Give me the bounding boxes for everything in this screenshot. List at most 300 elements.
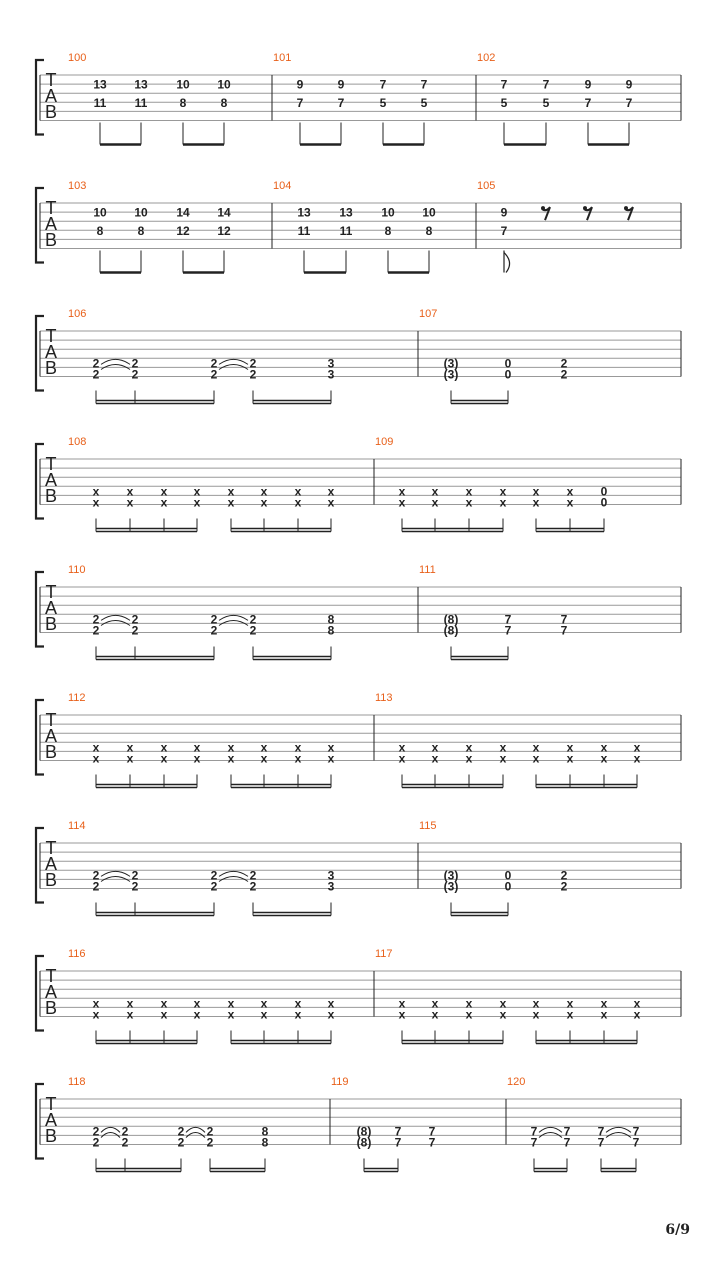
fret-number: 2 <box>210 868 218 883</box>
fret-number: 7 <box>584 95 592 110</box>
measure <box>419 820 568 916</box>
fret-number: 2 <box>131 868 139 883</box>
fret-number: x <box>431 1007 439 1022</box>
fret-number: 7 <box>560 612 568 627</box>
fret-number: 2 <box>131 612 139 627</box>
fret-number: 7 <box>428 1124 436 1139</box>
fret-number: 8 <box>327 623 335 638</box>
fret-number: x <box>398 1007 406 1022</box>
fret-number: x <box>398 751 406 766</box>
fret-number: 8 <box>220 95 228 110</box>
fret-number: x <box>499 751 507 766</box>
fret-number: x <box>294 484 302 499</box>
tab-clef-letter: T <box>45 710 57 730</box>
tab-clef-letter: B <box>44 870 58 890</box>
fret-number: 10 <box>422 205 436 220</box>
measure-number: 117 <box>375 948 393 960</box>
fret-number: 10 <box>93 205 107 220</box>
fret-number: x <box>92 751 100 766</box>
fret-number: x <box>92 484 100 499</box>
tab-clef-letter: A <box>44 470 58 490</box>
fret-number: 9 <box>500 205 508 220</box>
fret-number: x <box>126 1007 134 1022</box>
tab-clef-letter: B <box>44 486 58 506</box>
fret-number: 0 <box>504 868 512 883</box>
fret-number: 9 <box>584 77 592 92</box>
fret-number: 10 <box>134 205 148 220</box>
rest-dot <box>541 206 545 210</box>
rest-dot <box>583 206 587 210</box>
fret-number: x <box>160 484 168 499</box>
fret-number: 11 <box>297 223 311 238</box>
tab-clef-letter: B <box>44 230 58 250</box>
fret-number: x <box>126 484 134 499</box>
fret-number: x <box>499 484 507 499</box>
tab-clef-letter: T <box>45 582 57 602</box>
fret-number: 7 <box>394 1124 402 1139</box>
tab-system <box>36 180 681 273</box>
fret-number: x <box>126 751 134 766</box>
fret-number: x <box>294 495 302 510</box>
fret-number: 7 <box>632 1124 640 1139</box>
fret-number: 14 <box>217 205 231 220</box>
fret-number: 7 <box>500 223 508 238</box>
tab-clef-letter: B <box>44 742 58 762</box>
measure-number: 107 <box>419 308 438 320</box>
fret-number: 7 <box>337 95 345 110</box>
fret-number: x <box>532 751 540 766</box>
fret-number: x <box>260 996 268 1011</box>
fret-number: 2 <box>131 367 139 382</box>
fret-number: 0 <box>504 367 512 382</box>
tab-clef-letter: T <box>45 326 57 346</box>
fret-number: 13 <box>134 77 148 92</box>
fret-number: 2 <box>92 1135 100 1150</box>
measure-number: 119 <box>331 1076 349 1088</box>
fret-number: x <box>600 740 608 755</box>
fret-number: x <box>566 996 574 1011</box>
fret-number: 7 <box>597 1135 605 1150</box>
fret-number: 5 <box>542 95 550 110</box>
fret-number: x <box>193 495 201 510</box>
fret-number: 8 <box>261 1135 269 1150</box>
measure-number: 104 <box>273 180 292 192</box>
note-flag <box>504 253 510 273</box>
fret-number: 7 <box>379 77 387 92</box>
fret-number: (8) <box>356 1124 372 1139</box>
fret-number: x <box>227 751 235 766</box>
fret-number: x <box>398 495 406 510</box>
fret-number: (3) <box>443 356 459 371</box>
fret-number: 8 <box>96 223 104 238</box>
fret-number: 12 <box>217 223 231 238</box>
fret-number: 2 <box>92 356 100 371</box>
fret-number: x <box>566 495 574 510</box>
fret-number: (3) <box>443 879 459 894</box>
tab-clef-letter: T <box>45 1094 57 1114</box>
measure <box>507 1076 640 1172</box>
fret-number: x <box>499 740 507 755</box>
fret-number: 7 <box>530 1135 538 1150</box>
measure <box>68 1076 269 1172</box>
measure-number: 101 <box>273 52 292 64</box>
fret-number: x <box>260 751 268 766</box>
fret-number: x <box>193 996 201 1011</box>
fret-number: 2 <box>249 623 257 638</box>
tie-arc <box>219 871 248 876</box>
fret-number: 2 <box>206 1124 214 1139</box>
measure <box>419 308 568 404</box>
tab-system <box>36 692 681 788</box>
tie-arc <box>606 1127 631 1132</box>
fret-number: 7 <box>296 95 304 110</box>
measure <box>68 692 335 788</box>
fret-number: x <box>193 484 201 499</box>
fret-number: x <box>227 740 235 755</box>
fret-number: 10 <box>217 77 231 92</box>
fret-number: x <box>227 484 235 499</box>
fret-number: 2 <box>560 868 568 883</box>
tab-clef-letter: T <box>45 198 57 218</box>
tie-arc <box>101 615 130 620</box>
fret-number: x <box>193 1007 201 1022</box>
measure-number: 109 <box>375 436 394 448</box>
fret-number: x <box>327 1007 335 1022</box>
fret-number: 3 <box>327 367 335 382</box>
tab-clef-letter: B <box>44 614 58 634</box>
fret-number: x <box>633 751 641 766</box>
fret-number: x <box>260 1007 268 1022</box>
fret-number: 2 <box>210 367 218 382</box>
fret-number: 5 <box>379 95 387 110</box>
fret-number: 11 <box>134 95 148 110</box>
fret-number: x <box>431 740 439 755</box>
tab-clef-letter: A <box>44 86 58 106</box>
measure-number: 120 <box>507 1076 526 1088</box>
fret-number: x <box>600 996 608 1011</box>
fret-number: x <box>465 484 473 499</box>
fret-number: 8 <box>261 1124 269 1139</box>
fret-number: 7 <box>504 612 512 627</box>
fret-number: x <box>260 495 268 510</box>
fret-number: 7 <box>542 77 550 92</box>
fret-number: 2 <box>560 367 568 382</box>
fret-number: (3) <box>443 868 459 883</box>
measure <box>375 436 608 532</box>
fret-number: 13 <box>339 205 353 220</box>
fret-number: 13 <box>93 77 107 92</box>
fret-number: 7 <box>632 1135 640 1150</box>
measure <box>331 1076 436 1172</box>
fret-number: 2 <box>131 623 139 638</box>
measure-number: 118 <box>68 1076 86 1088</box>
measure <box>273 180 436 273</box>
fret-number: x <box>633 1007 641 1022</box>
fret-number: x <box>465 495 473 510</box>
fret-number: 2 <box>249 612 257 627</box>
tab-clef-letter: A <box>44 342 58 362</box>
fret-number: 2 <box>92 612 100 627</box>
fret-number: 7 <box>500 77 508 92</box>
fret-number: (8) <box>356 1135 372 1150</box>
fret-number: x <box>193 740 201 755</box>
tab-clef-letter: T <box>45 70 57 90</box>
measure-number: 115 <box>419 820 437 832</box>
fret-number: 12 <box>176 223 190 238</box>
measure <box>375 948 641 1044</box>
fret-number: 5 <box>420 95 428 110</box>
measure <box>68 436 335 532</box>
fret-number: x <box>160 751 168 766</box>
fret-number: 2 <box>249 868 257 883</box>
fret-number: 8 <box>425 223 433 238</box>
fret-number: (3) <box>443 367 459 382</box>
fret-number: x <box>398 996 406 1011</box>
measure-number: 106 <box>68 308 87 320</box>
measure-number: 112 <box>68 692 86 704</box>
tab-clef-letter: A <box>44 598 58 618</box>
fret-number: 0 <box>600 495 608 510</box>
tab-system <box>36 820 681 916</box>
measure <box>273 52 428 145</box>
measure-number: 100 <box>68 52 87 64</box>
fret-number: x <box>227 495 235 510</box>
tab-clef-letter: B <box>44 102 58 122</box>
fret-number: x <box>465 740 473 755</box>
tab-clef-letter: T <box>45 838 57 858</box>
tie-arc <box>101 1127 120 1132</box>
measure-number: 113 <box>375 692 393 704</box>
fret-number: 10 <box>381 205 395 220</box>
fret-number: x <box>633 740 641 755</box>
fret-number: 2 <box>92 367 100 382</box>
measure-number: 105 <box>477 180 496 192</box>
fret-number: x <box>398 484 406 499</box>
fret-number: x <box>92 1007 100 1022</box>
fret-number: 7 <box>560 623 568 638</box>
fret-number: 7 <box>625 95 633 110</box>
fret-number: 13 <box>297 205 311 220</box>
fret-number: x <box>327 751 335 766</box>
fret-number: 8 <box>137 223 145 238</box>
tab-clef-letter: B <box>44 998 58 1018</box>
fret-number: x <box>92 740 100 755</box>
fret-number: 2 <box>249 356 257 371</box>
fret-number: 7 <box>563 1124 571 1139</box>
fret-number: x <box>327 740 335 755</box>
fret-number: 11 <box>93 95 107 110</box>
fret-number: x <box>600 751 608 766</box>
fret-number: x <box>327 495 335 510</box>
fret-number: 9 <box>296 77 304 92</box>
fret-number: x <box>398 740 406 755</box>
measure-number: 116 <box>68 948 86 960</box>
fret-number: 2 <box>210 612 218 627</box>
measure <box>68 820 335 916</box>
fret-number: 14 <box>176 205 190 220</box>
measure-number: 102 <box>477 52 496 64</box>
fret-number: x <box>160 740 168 755</box>
fret-number: x <box>465 996 473 1011</box>
fret-number: 2 <box>210 879 218 894</box>
tie-arc <box>101 871 130 876</box>
fret-number: 2 <box>131 356 139 371</box>
tab-clef-letter: A <box>44 854 58 874</box>
fret-number: x <box>465 751 473 766</box>
fret-number: 0 <box>504 356 512 371</box>
fret-number: 7 <box>597 1124 605 1139</box>
fret-number: 2 <box>92 868 100 883</box>
fret-number: x <box>566 751 574 766</box>
tab-clef-letter: A <box>44 214 58 234</box>
fret-number: x <box>327 996 335 1011</box>
fret-number: x <box>126 740 134 755</box>
tab-system <box>36 948 681 1044</box>
fret-number: x <box>600 1007 608 1022</box>
fret-number: 2 <box>206 1135 214 1150</box>
fret-number: 2 <box>92 623 100 638</box>
fret-number: 2 <box>177 1124 185 1139</box>
fret-number: x <box>566 740 574 755</box>
fret-number: 3 <box>327 868 335 883</box>
fret-number: x <box>499 1007 507 1022</box>
fret-number: 7 <box>420 77 428 92</box>
fret-number: x <box>532 740 540 755</box>
fret-number: 7 <box>530 1124 538 1139</box>
measure <box>68 308 335 404</box>
measure-number: 110 <box>68 564 86 576</box>
fret-number: x <box>294 751 302 766</box>
tie-arc <box>101 359 130 364</box>
fret-number: 9 <box>625 77 633 92</box>
fret-number: x <box>532 495 540 510</box>
fret-number: x <box>260 484 268 499</box>
fret-number: x <box>126 495 134 510</box>
measure <box>68 564 335 660</box>
measure <box>68 180 231 273</box>
tab-clef-letter: T <box>45 454 57 474</box>
tab-clef-letter: A <box>44 1110 58 1130</box>
fret-number: x <box>327 484 335 499</box>
fret-number: 7 <box>394 1135 402 1150</box>
fret-number: x <box>499 495 507 510</box>
tab-system <box>36 52 681 145</box>
fret-number: 2 <box>92 1124 100 1139</box>
fret-number: 2 <box>177 1135 185 1150</box>
measure <box>375 692 641 788</box>
tie-arc <box>539 1127 562 1132</box>
fret-number: x <box>193 751 201 766</box>
fret-number: 2 <box>121 1124 129 1139</box>
fret-number: x <box>294 1007 302 1022</box>
fret-number: 11 <box>339 223 353 238</box>
fret-number: x <box>160 1007 168 1022</box>
fret-number: x <box>431 484 439 499</box>
fret-number: x <box>260 740 268 755</box>
fret-number: x <box>227 996 235 1011</box>
rest-dot <box>624 206 628 210</box>
fret-number: x <box>431 996 439 1011</box>
measure-number: 114 <box>68 820 86 832</box>
measure <box>68 948 335 1044</box>
tab-clef-letter: B <box>44 1126 58 1146</box>
fret-number: 7 <box>428 1135 436 1150</box>
fret-number: 2 <box>92 879 100 894</box>
fret-number: x <box>633 996 641 1011</box>
tab-system <box>36 564 681 660</box>
measure <box>477 180 633 273</box>
fret-number: x <box>431 495 439 510</box>
tie-arc <box>186 1127 205 1132</box>
fret-number: 7 <box>563 1135 571 1150</box>
fret-number: 5 <box>500 95 508 110</box>
fret-number: (8) <box>443 623 459 638</box>
fret-number: x <box>160 495 168 510</box>
fret-number: x <box>227 1007 235 1022</box>
fret-number: x <box>431 751 439 766</box>
fret-number: 0 <box>504 879 512 894</box>
fret-number: x <box>566 1007 574 1022</box>
tie-arc <box>219 615 248 620</box>
measure <box>68 52 231 145</box>
fret-number: 2 <box>121 1135 129 1150</box>
fret-number: 2 <box>210 356 218 371</box>
fret-number: x <box>499 996 507 1011</box>
measure <box>477 52 633 145</box>
fret-number: x <box>126 996 134 1011</box>
tab-system <box>36 436 681 532</box>
tab-clef-letter: A <box>44 726 58 746</box>
measure <box>419 564 568 660</box>
fret-number: 3 <box>327 356 335 371</box>
fret-number: 10 <box>176 77 190 92</box>
tab-clef-letter: B <box>44 358 58 378</box>
fret-number: x <box>294 996 302 1011</box>
page-number: 6/9 <box>665 1222 690 1238</box>
fret-number: 2 <box>131 879 139 894</box>
fret-number: 2 <box>560 356 568 371</box>
fret-number: 9 <box>337 77 345 92</box>
fret-number: 2 <box>249 879 257 894</box>
fret-number: 2 <box>210 623 218 638</box>
fret-number: 0 <box>600 484 608 499</box>
fret-number: 7 <box>504 623 512 638</box>
fret-number: x <box>532 484 540 499</box>
fret-number: 8 <box>179 95 187 110</box>
fret-number: 3 <box>327 879 335 894</box>
tie-arc <box>219 359 248 364</box>
fret-number: x <box>465 1007 473 1022</box>
tab-system <box>36 308 681 404</box>
fret-number: x <box>566 484 574 499</box>
measure-number: 111 <box>419 564 436 576</box>
tab-clef-letter: T <box>45 966 57 986</box>
fret-number: x <box>92 495 100 510</box>
fret-number: x <box>294 740 302 755</box>
fret-number: 8 <box>327 612 335 627</box>
fret-number: x <box>532 996 540 1011</box>
measure-number: 103 <box>68 180 87 192</box>
fret-number: x <box>160 996 168 1011</box>
fret-number: 2 <box>560 879 568 894</box>
fret-number: (8) <box>443 612 459 627</box>
fret-number: 8 <box>384 223 392 238</box>
tab-clef-letter: A <box>44 982 58 1002</box>
fret-number: x <box>532 1007 540 1022</box>
measure-number: 108 <box>68 436 87 448</box>
tab-system <box>36 1076 681 1172</box>
fret-number: 2 <box>249 367 257 382</box>
